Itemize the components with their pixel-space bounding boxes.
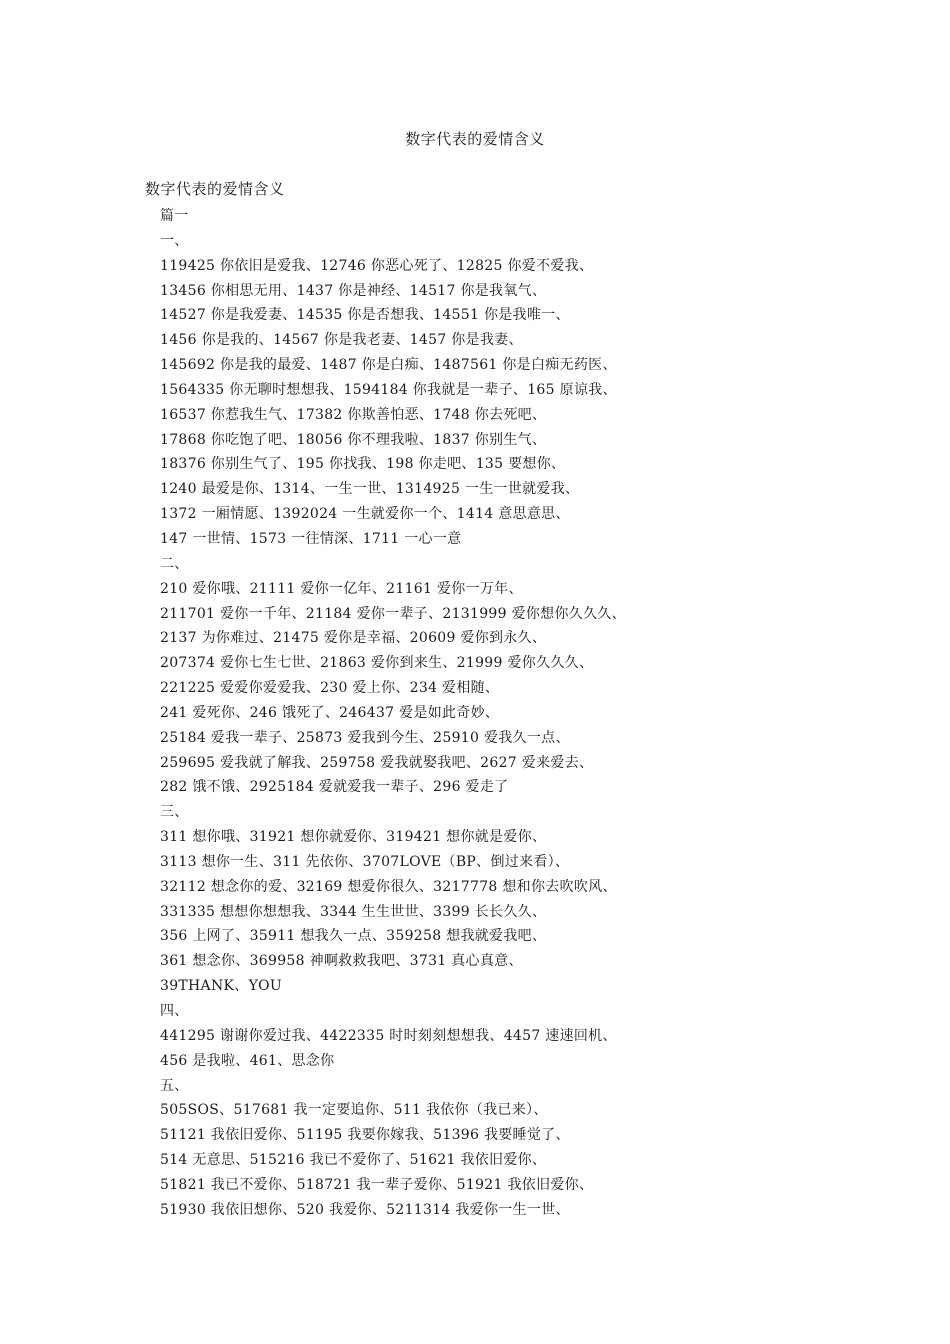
text-line: 一、 [160, 232, 189, 249]
document-body [160, 204, 780, 1223]
page-title: 数字代表的爱情含义 [405, 130, 545, 148]
text-line: 51821 我已不爱你、518721 我一辈子爱你、51921 我依旧爱你、 [160, 1176, 594, 1193]
text-line: 五、 [160, 1077, 189, 1094]
text-line: 145692 你是我的最爱、1487 你是白痴、1487561 你是白痴无药医、 [160, 357, 617, 374]
text-line: 17868 你吃饱了吧、18056 你不理我啦、1837 你别生气、 [160, 431, 547, 448]
text-line: 259695 爱我就了解我、259758 爱我就娶我吧、2627 爱来爱去、 [160, 754, 594, 771]
text-line: 207374 爱你七生七世、21863 爱你到来生、21999 爱你久久久、 [160, 655, 594, 672]
text-line: 210 爱你哦、21111 爱你一亿年、21161 爱你一万年、 [160, 580, 523, 597]
text-line: 1372 一厢情愿、1392024 一生就爱你一个、1414 意思意思、 [160, 506, 570, 523]
text-line: 505SOS、517681 我一定要追你、511 我依你（我已来）、 [160, 1102, 548, 1119]
text-line: 456 是我啦、461、思念你 [160, 1052, 335, 1069]
text-line: 二、 [160, 555, 189, 572]
text-line: 39THANK、YOU [160, 978, 282, 995]
text-line: 514 无意思、515216 我已不爱你了、51621 我依旧爱你、 [160, 1152, 547, 1169]
text-line: 51930 我依旧想你、520 我爱你、5211314 我爱你一生一世、 [160, 1201, 570, 1218]
text-line: 147 一世情、1573 一往情深、1711 一心一意 [160, 530, 462, 547]
text-line: 32112 想念你的爱、32169 想爱你很久、3217778 想和你去吹吹风、 [160, 878, 617, 895]
text-line: 16537 你惹我生气、17382 你欺善怕恶、1748 你去死吧、 [160, 406, 547, 423]
text-line: 282 饿不饿、2925184 爱就爱我一辈子、296 爱走了 [160, 779, 509, 796]
text-line: 1456 你是我的、14567 你是我老妻、1457 你是我妻、 [160, 332, 523, 349]
text-line: 311 想你哦、31921 想你就爱你、319421 想你就是爱你、 [160, 829, 547, 846]
text-line: 331335 想想你想想我、3344 生生世世、3399 长长久久、 [160, 903, 547, 920]
document-heading: 数字代表的爱情含义 [145, 180, 285, 198]
text-line: 篇一 [160, 208, 189, 224]
text-line: 51121 我依旧爱你、51195 我要你嫁我、51396 我要睡觉了、 [160, 1127, 570, 1144]
text-line: 18376 你别生气了、195 你找我、198 你走吧、135 要想你、 [160, 456, 566, 473]
text-line: 361 想念你、369958 神啊救救我吧、3731 真心真意、 [160, 953, 523, 970]
text-line: 119425 你依旧是爱我、12746 你恶心死了、12825 你爱不爱我、 [160, 257, 594, 274]
text-line: 441295 谢谢你爱过我、4422335 时时刻刻想想我、4457 速速回机、 [160, 1027, 617, 1044]
text-line: 3113 想你一生、311 先依你、3707LOVE（BP、倒过来看）、 [160, 853, 570, 870]
text-line: 25184 爱我一辈子、25873 爱我到今生、25910 爱我久一点、 [160, 729, 570, 746]
text-line: 2137 为你难过、21475 爱你是幸福、20609 爱你到永久、 [160, 630, 547, 647]
text-line: 四、 [160, 1003, 189, 1019]
text-line: 13456 你相思无用、1437 你是神经、14517 你是我氧气、 [160, 282, 547, 299]
text-line: 三、 [160, 804, 189, 821]
text-line: 211701 爱你一千年、21184 爱你一辈子、2131999 爱你想你久久久、 [160, 605, 626, 622]
text-line: 1240 最爱是你、1314、一生一世、1314925 一生一世就爱我、 [160, 481, 580, 498]
text-line: 221225 爱爱你爱爱我、230 爱上你、234 爱相随、 [160, 680, 500, 697]
text-line: 241 爱死你、246 饿死了、246437 爱是如此奇妙、 [160, 704, 500, 721]
text-line: 356 上网了、35911 想我久一点、359258 想我就爱我吧、 [160, 928, 547, 945]
text-line: 14527 你是我爱妻、14535 你是否想我、14551 你是我唯一、 [160, 307, 570, 324]
text-line: 1564335 你无聊时想想我、1594184 你我就是一辈子、165 原谅我、 [160, 381, 617, 398]
